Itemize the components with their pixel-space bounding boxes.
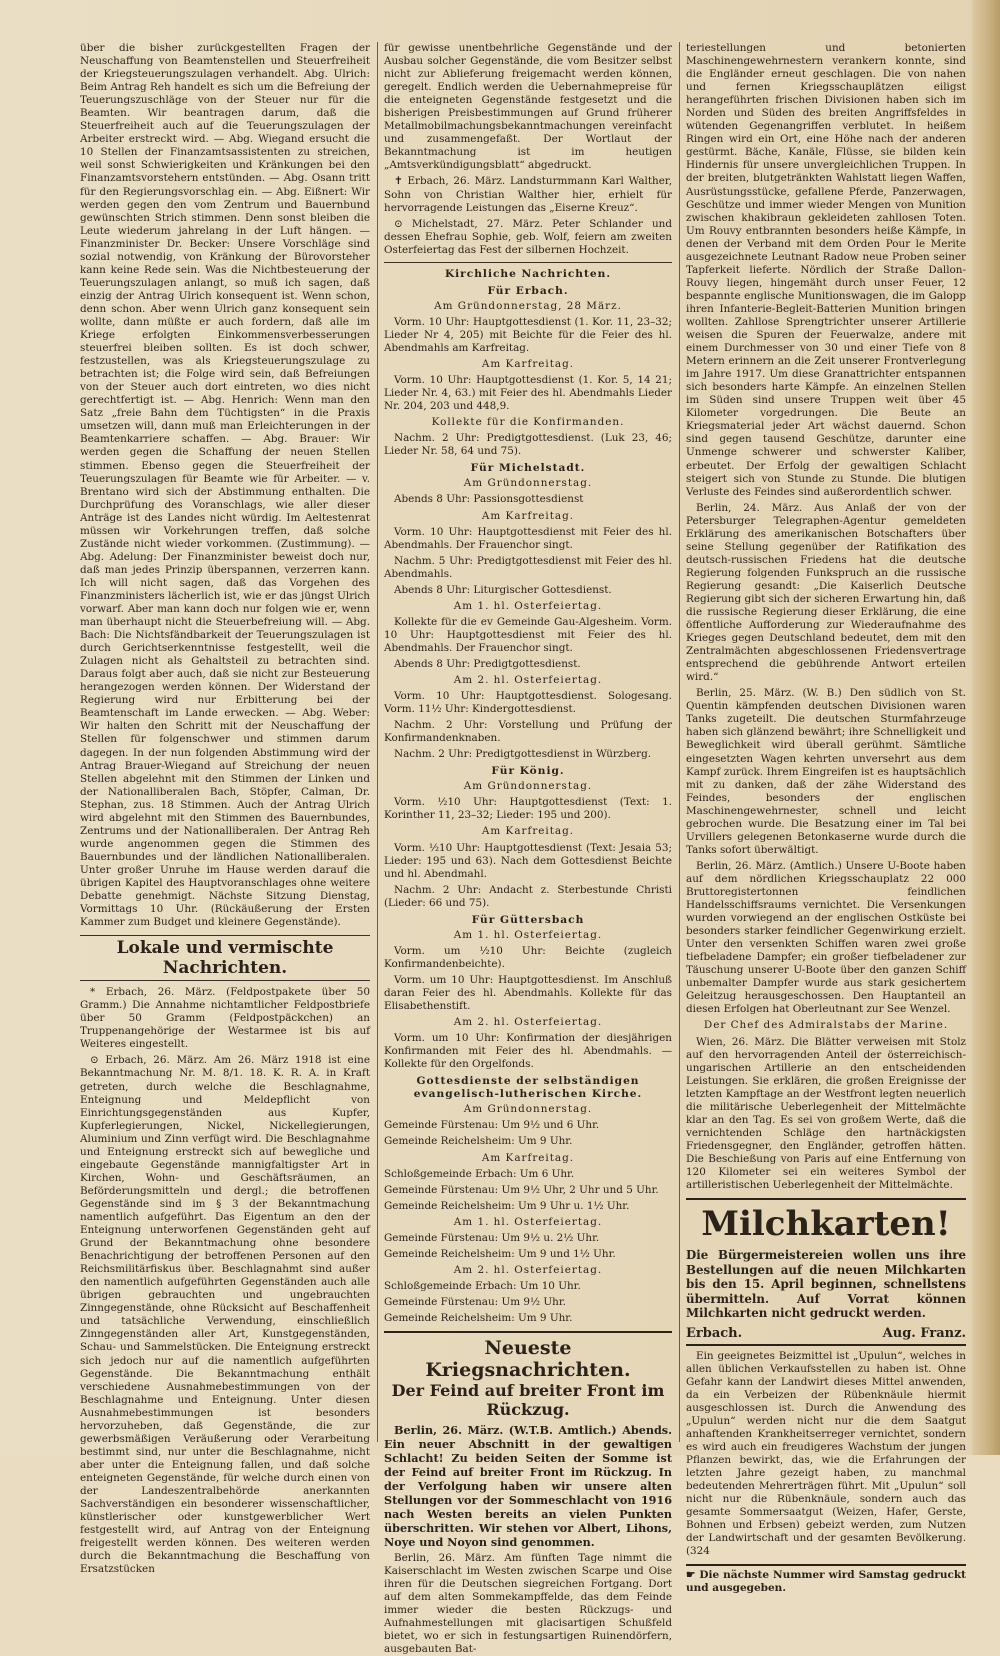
church-line: Nachm. 2 Uhr: Andacht z. Sterbestunde Christi (Lieder: 66 und 75).: [384, 883, 672, 909]
church-line: Nachm. 2 Uhr: Vorstellung und Prüfung der Konfirmandenknaben.: [384, 719, 672, 745]
news-wien: Wien, 26. März. Die Blätter verweisen mit Stolz auf den hervorragenden Anteil der österreichisch-ungarischen Artillerie an den entscheidenden Leistungen. Sie erklären, die großen Ereignisse der letzten Kampftage an der Westfront legten neuerlich die militärische Ueberlegenheit der Mittelmächte klar an den Tag. Es sei von großem Werte, daß die vernichtenden Schläge den hartnäckigsten Friedensgegner, den Engländer, getroffen hätten. Die Beschießung von Paris auf eine Entfernung von 120 Kilometer sei ein weiteres Symbol der artilleristischen Ueberlegenheit der Mittelmächte.: [686, 1035, 966, 1192]
church-line: Gemeinde Fürstenau: Um 9½ Uhr.: [384, 1295, 566, 1308]
church-line: Kollekte für die Konfirmanden.: [431, 416, 625, 429]
news-feldpost: * Erbach, 26. März. (Feldpostpakete über 50 Gramm.) Die Annahme nichtamtlicher Feldpostbriefe über 50 Gramm (Feldpostpäckchen) an Truppenangehörige der Westarmee ist bis auf Weiteres eingestellt.: [80, 986, 370, 1051]
church-line: Vorm. um 10 Uhr: Konfirmation der diesjährigen Konfirmanden mit Feier des hl. Abendmahls. — Kollekte für den Orgelfonds.: [384, 1032, 672, 1071]
landtag-report: über die bisher zurückgestellten Fragen der Neuschaffung von Beamtenstellen und Steuerfreiheit der Kriegsteuerungszulagen verhandelt. Abg. Ulrich: Beim Antrag Reh handelt es sich um die Befreiung der Teuerungszuschläge von der Steuer nur für die Beamten. Wir beantragen darum, daß die Steuerfreiheit auch auf die Teuerungszulagen der Arbeiter erstreckt wird. — Abg. Wiegand ersucht die 10 Stellen der Finanzamtsassistenten zu streichen, weil sonst Schwierigkeiten und Kränkungen bei den Finanzamtsvorstehern entstünden. — Abg. Osann tritt für den Regierungsvorschlag ein. — Abg. Eißnert: Wir werden gegen den vom Zentrum und Bauernbund gewünschten Strich stimmen. Denn sonst bleiben die Leute wiederum jahrelang in der Luft hängen. — Finanzminister Dr. Becker: Unsere Vorschläge sind sozial notwendig, von Kränkung der Bürovorsteher kann keine Rede sein. Was die Nichtbesteuerung der Teuerungszulagen anlangt, so muß ich sagen, daß einzig der Antrag Ulrich konsequent ist. Wenn schon, denn schon. Aber wenn Ulrich ganz konsequent sein wollte, dann müßte er auch fordern, daß alle im Kriege erfolgten Einkommensverbesserungen steuerfrei bleiben sollten. Es ist doch schwer, festzustellen, was als Kriegsteuerungszulage zu betrachten ist; die Folge wird sein, daß Befreiungen von der Steuer auch dort eintreten, wo dies nicht gerechtfertigt ist. — Abg. Henrich: Wenn man den Satz „freie Bahn dem Tüchtigsten“ in die Praxis umsetzen will, dann muß man Erleichterungen in der Beamtenkarriere schaffen. — Abg. Brauer: Wir werden gegen die Schaffung der neuen Stellen stimmen. Ebenso gegen die Steuerfreiheit der Teuerungszulagen für Beamte wie für Arbeiter. — v. Brentano wird sich der Abstimmung enthalten. Die Durchprüfung des Voranschlags, wie aller dieser Anträge ist des Landes nicht würdig. Im Aeltestenrat müssen wir Vorkehrungen treffen, daß solche Zustände nicht wieder vorkommen. (Zustimmung). — Abg. Adelung: Der Finanzminister beweist doch nur, daß man jedes Prinzip überspannen, verzerren kann. Ich will nicht sagen, daß das Vorgehen des Finanzministers lächerlich ist, wie er das jüngst Ulrich vorwarf. Aber man kann doch nur folgen wie er, wenn man überhaupt nicht die Steuerbefreiung will. — Abg. Bach: Die Nichtsfändbarkeit der Teuerungszulagen ist durch Gerichtserkenntnisse festgestellt, weil die Zulagen nicht als Gehaltsteil zu betrachten sind. Daraus folgt aber auch, daß sie nicht zur Besteuerung herangezogen werden können. Der Widerstand der Regierung wird nur Erbitterung bei der Beamtenschaft im Lande erwecken. — Abg. Weber: Wir halten den Schritt mit der Neuschaffung der Stellen für folgenschwer und stimmen darum dagegen. In der nun folgenden Abstimmung wird der Antrag Brauer-Wiegand auf Streichung der neuen Stellen abgelehnt mit den Stimmen der Linken und der Nationalliberalen Bach, Stöpfer, Calman, Dr. Stephan, zus. 18 Stimmen. Auch der Antrag Ulrich wird abgelehnt mit den Stimmen des Bauernbundes, Zentrums und der Nationalliberalen. Der Antrag Reh wurde angenommen gegen die Stimmen des Bauernbundes und der ländlichen Nationalliberalen. Unter großer Unruhe im Hause werden darauf die übrigen Kapitel des Hauptvoranschlages ohne weitere Debatte genehmigt. Nächste Sitzung Dienstag, Vormittags 10 Uhr. (Rückäußerung der Ersten Kammer zum Budget und kleinere Gegenstände).: [80, 42, 370, 929]
section-title-local-news: Lokale und vermischte Nachrichten.: [80, 935, 370, 981]
church-line: Gemeinde Fürstenau: Um 9½ und 6 Uhr.: [384, 1119, 600, 1132]
church-line: Nachm. 2 Uhr: Predigtgottesdienst in Würzberg.: [394, 748, 652, 761]
church-line: Am Gründonnerstag, 28 März.: [434, 299, 622, 312]
admiralstab-signature: Der Chef des Admiralstabs der Marine.: [703, 1019, 949, 1032]
church-lutheran-title: Gottesdienste der selbständigen evangelisch-lutherischen Kirche.: [413, 1075, 643, 1101]
church-line: Vorm. um ½10 Uhr: Beichte (zugleich Konfirmandenbeichte).: [384, 944, 672, 970]
church-line: Vorm. 10 Uhr: Hauptgottesdienst (1. Kor. 5, 14 21; Lieder Nr. 4, 63.) mit Feier des hl. Abendmahls Lieder Nr. 204, 203 und 448,9.: [384, 374, 672, 413]
news-eisernes-kreuz: ✝ Erbach, 26. März. Landsturmmann Karl Walther, Sohn von Christian Walther hier, erhielt für hervorragende Leistungen das „Eiserne Kreuz“.: [384, 175, 672, 214]
column-3: [686, 42, 966, 1595]
church-line: Abends 8 Uhr: Predigtgottesdienst.: [394, 657, 581, 670]
church-line: Vorm. 10 Uhr: Hauptgottesdienst mit Feier des hl. Abendmahls. Der Frauenchor singt.: [384, 525, 672, 551]
church-guettersbach-title: Für Güttersbach: [471, 913, 585, 926]
news-tanks: Berlin, 25. März. (W. B.) Den südlich von St. Quentin kämpfenden deutschen Divisionen waren Tanks zugeteilt. Die deutschen Sturmfahrzeuge haben sich glänzend bewährt; ihre Schnelligkeit und Beweglichkeit wird überall gerühmt. Sämtliche eingesetzten Wagen kehrten unversehrt aus dem Kampf zurück. Ihrem Eingreifen ist es hauptsächlich mit zu danken, daß der zähe Widerstand des Feindes, besonders der englischen Maschinengewehrnester, schnell und leicht gebrochen wurde. Die Besatzung einer im Tal bei Urvillers gelegenen Betonkaserne wurde durch die Tanks sofort überwältigt.: [686, 687, 966, 856]
ad-text: Die Bürgermeistereien wollen uns ihre Bestellungen auf die neuen Milchkarten bis den 15. April beginnen, schnellstens übermitteln. Auf Vorrat können Milchkarten nicht gedruckt werden.: [686, 1248, 966, 1321]
church-line: Gemeinde Reichelsheim: Um 9 Uhr.: [384, 1135, 573, 1148]
church-line: Am 2. hl. Osterfeiertag.: [453, 1263, 603, 1276]
ad-signature: [686, 1327, 966, 1346]
church-line: Vorm. 10 Uhr: Hauptgottesdienst (1. Kor. 11, 23–32; Lieder Nr 4, 205) mit Beichte für die Feier des hl. Abendmahls am Karfreitag.: [384, 315, 672, 354]
church-news-title: Kirchliche Nachrichten.: [444, 267, 612, 280]
news-u-boote: Berlin, 26. März. (Amtlich.) Unsere U-Boote haben auf dem nördlichen Kriegsschauplatz 22 000 Bruttoregistertonnen feindlichen Handelsschiffsraums vernichtet. Die Versenkungen wurden vorwiegend an der englischen Ostküste bei besonders starker feindlicher Gegenwirkung erzielt. Unter den versenkten Schiffen waren zwei große tiefbeladene Dampfer; ein großer tiefbeladener zur Täuschung unserer U-Boote über den ganzen Schiff unbemalter Dampfer wurde aus stark gesichertem Geleitzug herausgeschossen. Den Hauptanteil an diesen Erfolgen hat Oberleutnant zur See Wenzel.: [686, 859, 966, 1016]
church-line: Schloßgemeinde Erbach: Um 10 Uhr.: [384, 1279, 581, 1292]
war-news-title: Neueste Kriegsnachrichten.: [384, 1331, 672, 1381]
news-beschlagnahme: ⊙ Erbach, 26. März. Am 26. März 1918 ist eine Bekanntmachung Nr. M. 8/1. 18. K. R. A. in Kraft getreten, durch welche die Beschlagnahme, Enteignung und Meldepflicht von Einrichtungsgegenständen aus Kupfer, Kupferlegierungen, Nickel, Nickellegierungen, Aluminium und Zinn verfügt wird. Die Beschlagnahme und Enteignung erstreckt sich auf bewegliche und eingebaute Gegenstände mannigfaltigster Art in Kirchen, Wohn- und Geschäftsräumen, an Beförderungsmitteln und dergl.; die betroffenen Gegenstände sind im § 3 der Bekanntmachung namentlich aufgeführt. Das Eigentum an den der Enteignung unterworfenen Gegenständen geht auf Grund der Bekanntmachung ohne besondere Benachrichtigung der betroffenen Personen auf den Reichsmilitärfiskus über. Beschlagnahmt sind außer den namentlich aufgeführten Gegenständen auch alle übrigen gebrauchten und ungebrauchten Zinngegenstände, ohne Rücksicht auf Beschaffenheit und tatsächliche Verwendung, einschließlich Zinngegenständen aller Art, Kunstgegenständen, Schau- und Sammelstücken. Die Enteignung erstreckt sich jedoch nur auf die namentlich aufgeführten Gegenstände. Die Bekanntmachung enthält verschiedene Ausnahmebestimmungen von der Beschlagnahme und Enteignung. Unter diesen Ausnahmebestimmungen ist besonders hervorzuheben, daß Gegenstände, die zur gewerbsmäßigen Veräußerung oder Verarbeitung bestimmt sind, nur unter die Beschlagnahme, nicht aber unter die Enteignung fallen, und daß solche enteigneten Gegenstände, für welche durch einen von der Landeszentralbehörde anerkannten Sachverständigen ein besonderer wissenschaftlicher, künstlerischer oder kunstgewerblicher Wert festgestellt wird, auf Antrag von der Enteignung freigestellt werden können. Des weiteren werden durch die Bekanntmachung die Beschaffung von Ersatzstücken: [80, 1054, 370, 1576]
church-line: Abends 8 Uhr: Liturgischer Gottesdienst.: [394, 583, 612, 596]
church-line: Gemeinde Reichelsheim: Um 9 und 1½ Uhr.: [384, 1247, 616, 1260]
church-line: Gemeinde Reichelsheim: Um 9 Uhr.: [384, 1311, 573, 1324]
church-line: Am Gründonnerstag.: [463, 1103, 593, 1116]
church-line: Am 1. hl. Osterfeiertag.: [453, 1215, 603, 1228]
church-line: Am 1. hl. Osterfeiertag.: [453, 599, 603, 612]
column-rule: [377, 42, 378, 1442]
church-line: Am 2. hl. Osterfeiertag.: [453, 1016, 603, 1029]
church-line: Nachm. 2 Uhr: Predigtgottesdienst. (Luk 23, 46; Lieder Nr. 58, 64 und 75).: [384, 432, 672, 458]
war-news-text: Berlin, 26. März. Am fünften Tage nimmt die Kaiserschlacht im Westen zwischen Scarpe und Oise ihren für die Deutschen siegreichen Fortgang. Dort auf dem alten Sommekampffelde, das dem Feinde immer wieder die besten Rückzugs- und Aufnahmestellungen mit glacisartigen Schußfeld bietet, wo er sich in festungsartigen Ruinendörfern, ausgebauten Bat-: [384, 1552, 672, 1656]
church-line: Am Karfreitag.: [481, 509, 575, 522]
church-line: Kollekte für die ev Gemeinde Gau-Algesheim. Vorm. 10 Uhr: Hauptgottesdienst mit Feier des hl. Abendmahls. Der Frauenchor singt.: [384, 615, 672, 654]
war-news-subtitle: Der Feind auf breiter Front im Rückzug.: [391, 1381, 665, 1420]
war-news-bold: Berlin, 26. März. (W.T.B. Amtlich.) Abends. Ein neuer Abschnitt in der gewaltigen Schlacht! Zu beiden Seiten der Somme ist der Feind auf breiter Front im Rückzug. In der Verfolgung haben wir unsere alten Stellungen vor der Sommeschlacht von 1916 nach Westen bereits an vielen Punkten überschritten. Wir stehen vor Albert, Lihons, Noye und Noyon sind genommen.: [384, 1423, 672, 1550]
news-silberne-hochzeit: ⊙ Michelstadt, 27. März. Peter Schlander und dessen Ehefrau Sophie, geb. Wolf, feiern am zweiten Osterfeiertag das Fest der silbernen Hochzeit.: [384, 217, 672, 256]
column-2: [384, 42, 672, 1656]
news-funkspruch: Berlin, 24. März. Aus Anlaß der von der Petersburger Telegraphen-Agentur gemeldeten Erklärung des amerikanischen Botschafters über seine Stellung gegenüber der Ratifikation des deutsch-russischen Friedens hat die deutsche Regierung folgenden Funkspruch an die russische Regierung gesandt: „Die Kaiserlich Deutsche Regierung gibt sich der sicheren Erwartung hin, daß die russische Regierung dieser Erklärung, die eine öffentliche Aufforderung zur Wiederaufnahme des Krieges gegen Deutschland bedeutet, dem mit den Zentralmächten abgeschlossenen Friedensvertrage entsprechend die gebührende Antwort erteilen wird.“: [686, 501, 966, 684]
divider: [384, 262, 672, 263]
church-line: Am 2. hl. Osterfeiertag.: [453, 674, 603, 687]
ad-signature-place: Erbach.: [686, 1325, 743, 1341]
ad-upulun: Ein geeignetes Beizmittel ist „Upulun“, welches in allen üblichen Verkaufsstellen zu haben ist. Ohne Gefahr kann der Landwirt dieses Mittel anwenden, da ein Verbeizen der Rübenknäule hiermit ausgeschlossen ist. Durch die Anwendung des „Upulun“ werden nicht nur die dem Saatgut anhaftenden Krankheitserreger vernichtet, sondern es wird auch ein freudigeres Wachstum der jungen Pflanzen bewirkt, das, wie die Erfahrungen der letzten Jahre gezeigt haben, zu manchmal bedeutenden Mehrerträgen führt. Mit „Upulun“ soll nicht nur die Rübenknäule, sondern auch das gesamte Sommersaatgut (Weizen, Hafer, Gerste, Bohnen und Erbsen) gebeizt werden, zum Nutzen der Landwirtschaft und der gesamten Bevölkerung. (324: [686, 1349, 966, 1558]
church-michelstadt-title: Für Michelstadt.: [470, 462, 586, 475]
church-line: Am Karfreitag.: [481, 1151, 575, 1164]
church-line: Vorm. ½10 Uhr: Hauptgottesdienst (Text: 1. Korinther 11, 23–32; Lieder: 195 und 200).: [384, 796, 672, 822]
column-rule: [679, 42, 680, 1442]
church-line: Vorm. 10 Uhr: Hauptgottesdienst. Sologesang. Vorm. 11½ Uhr: Kindergottesdienst.: [384, 690, 672, 716]
church-line: Am Karfreitag.: [481, 825, 575, 838]
next-issue-notice: ☛ Die nächste Nummer wird Samstag gedruckt und ausgegeben.: [686, 1564, 966, 1595]
ad-signature-name: Aug. Franz.: [882, 1325, 966, 1341]
page-edge: [972, 0, 1000, 1455]
column-1: [80, 42, 370, 1576]
news-continuation: für gewisse unentbehrliche Gegenstände und der Ausbau solcher Gegenstände, die vom Besitzer selbst nicht zur Ablieferung freigemacht werden können, geregelt. Endlich werden die Uebernahmepreise für die enteigneten Gegenstände festgesetzt und die bisherigen Preisbestimmungen auf Grund früherer Metallmobilmachungsbekanntmachungen vereinfacht und zusammengefaßt. Der Wortlaut der Bekanntmachung ist im heutigen „Amtsverkündigungsblatt“ abgedruckt.: [384, 42, 672, 172]
church-line: Schloßgemeinde Erbach: Um 6 Uhr.: [384, 1167, 575, 1180]
church-line: Gemeinde Reichelsheim: Um 9 Uhr u. 1½ Uhr.: [384, 1199, 630, 1212]
church-line: Am Gründonnerstag.: [463, 477, 593, 490]
church-line: Am Karfreitag.: [481, 358, 575, 371]
church-line: Vorm. ½10 Uhr: Hauptgottesdienst (Text: Jesaia 53; Lieder: 195 und 63). Nach dem Gottesdienst Beichte und hl. Abendmahl.: [384, 841, 672, 880]
church-line: Am 1. hl. Osterfeiertag.: [453, 928, 603, 941]
church-line: Nachm. 5 Uhr: Predigtgottesdienst mit Feier des hl. Abendmahls.: [384, 554, 672, 580]
war-news-continuation: teriestellungen und betonierten Maschinengewehrnestern verankern konnte, sind die Engländer erneut geschlagen. Die von nahen und fernen Kriegsschauplätzen eiligst herangeführten frischen Divisionen haben sich im Norden und Süden des breiten Angriffsfeldes in wütenden Gegenangriffen verblutet. In heißem Ringen wird ein Ort, eine Höhe nach der anderen gestürmt. Bäche, Kanäle, Flüsse, sie bilden kein Hindernis für unsere unvergleichlichen Truppen. In der breiten, blutgetränkten Wahlstatt liegen Waffen, Ausrüstungsstücke, gefallene Pferde, Panzerwagen, Geschütze und immer wieder Mengen von Munition zwischen khakibraun gekleideten zahllosen Toten. Um Rouvy entbrannten besonders heiße Kämpfe, in denen der Verband mit dem Orden Pour le Merite ausgezeichnete Leutnant Radow neue Proben seiner Tapferkeit lieferte. Nördlich der Straße Dallon-Rouvy liegen, hingemäht durch unser Feuer, 12 bespannte englische Munitionswagen, die im Galopp ihren Infanterie-Begleit-Batterien Munition bringen wollten. Zahllose Sprengtrichter unserer Artillerie weisen die Spuren der Feuerwalze, andere mit einem Durchmesser von 30 und einer Tiefe von 8 Metern erinnern an die Zeit unserer Frontverlegung im Jahre 1917. Um diese Granattrichter entspannen sich besonders harte Kämpfe. An einzelnen Stellen im Süden sind unsere Truppen weit über 45 Kilometer vorgedrungen. Die Beute an Kriegsmaterial jeder Art wächst dauernd. Schon sind gegen tausend Geschütze, darunter eine Unmenge schwerer und schwerster Kaliber, erbeutet. Der Erfolg der gewaltigen Schlacht steigert sich von Stunde zu Stunde. Die blutigen Verluste des Feindes sind außerordentlich schwer.: [686, 42, 966, 498]
church-line: Vorm. um 10 Uhr: Hauptgottesdienst. Im Anschluß daran Feier des hl. Abendmahls. Kollekte für das Elisabethenstift.: [384, 973, 672, 1013]
ad-title-milchkarten: Milchkarten!: [686, 1198, 966, 1244]
church-koenig-title: Für König.: [491, 765, 565, 778]
church-line: Abends 8 Uhr: Passionsgottesdienst: [394, 493, 584, 506]
church-line: Gemeinde Fürstenau: Um 9½ u. 2½ Uhr.: [384, 1231, 600, 1244]
church-line: Gemeinde Fürstenau: Um 9½ Uhr, 2 Uhr und 5 Uhr.: [384, 1183, 659, 1196]
church-line: Am Gründonnerstag.: [463, 780, 593, 793]
church-erbach-title: Für Erbach.: [487, 284, 569, 297]
